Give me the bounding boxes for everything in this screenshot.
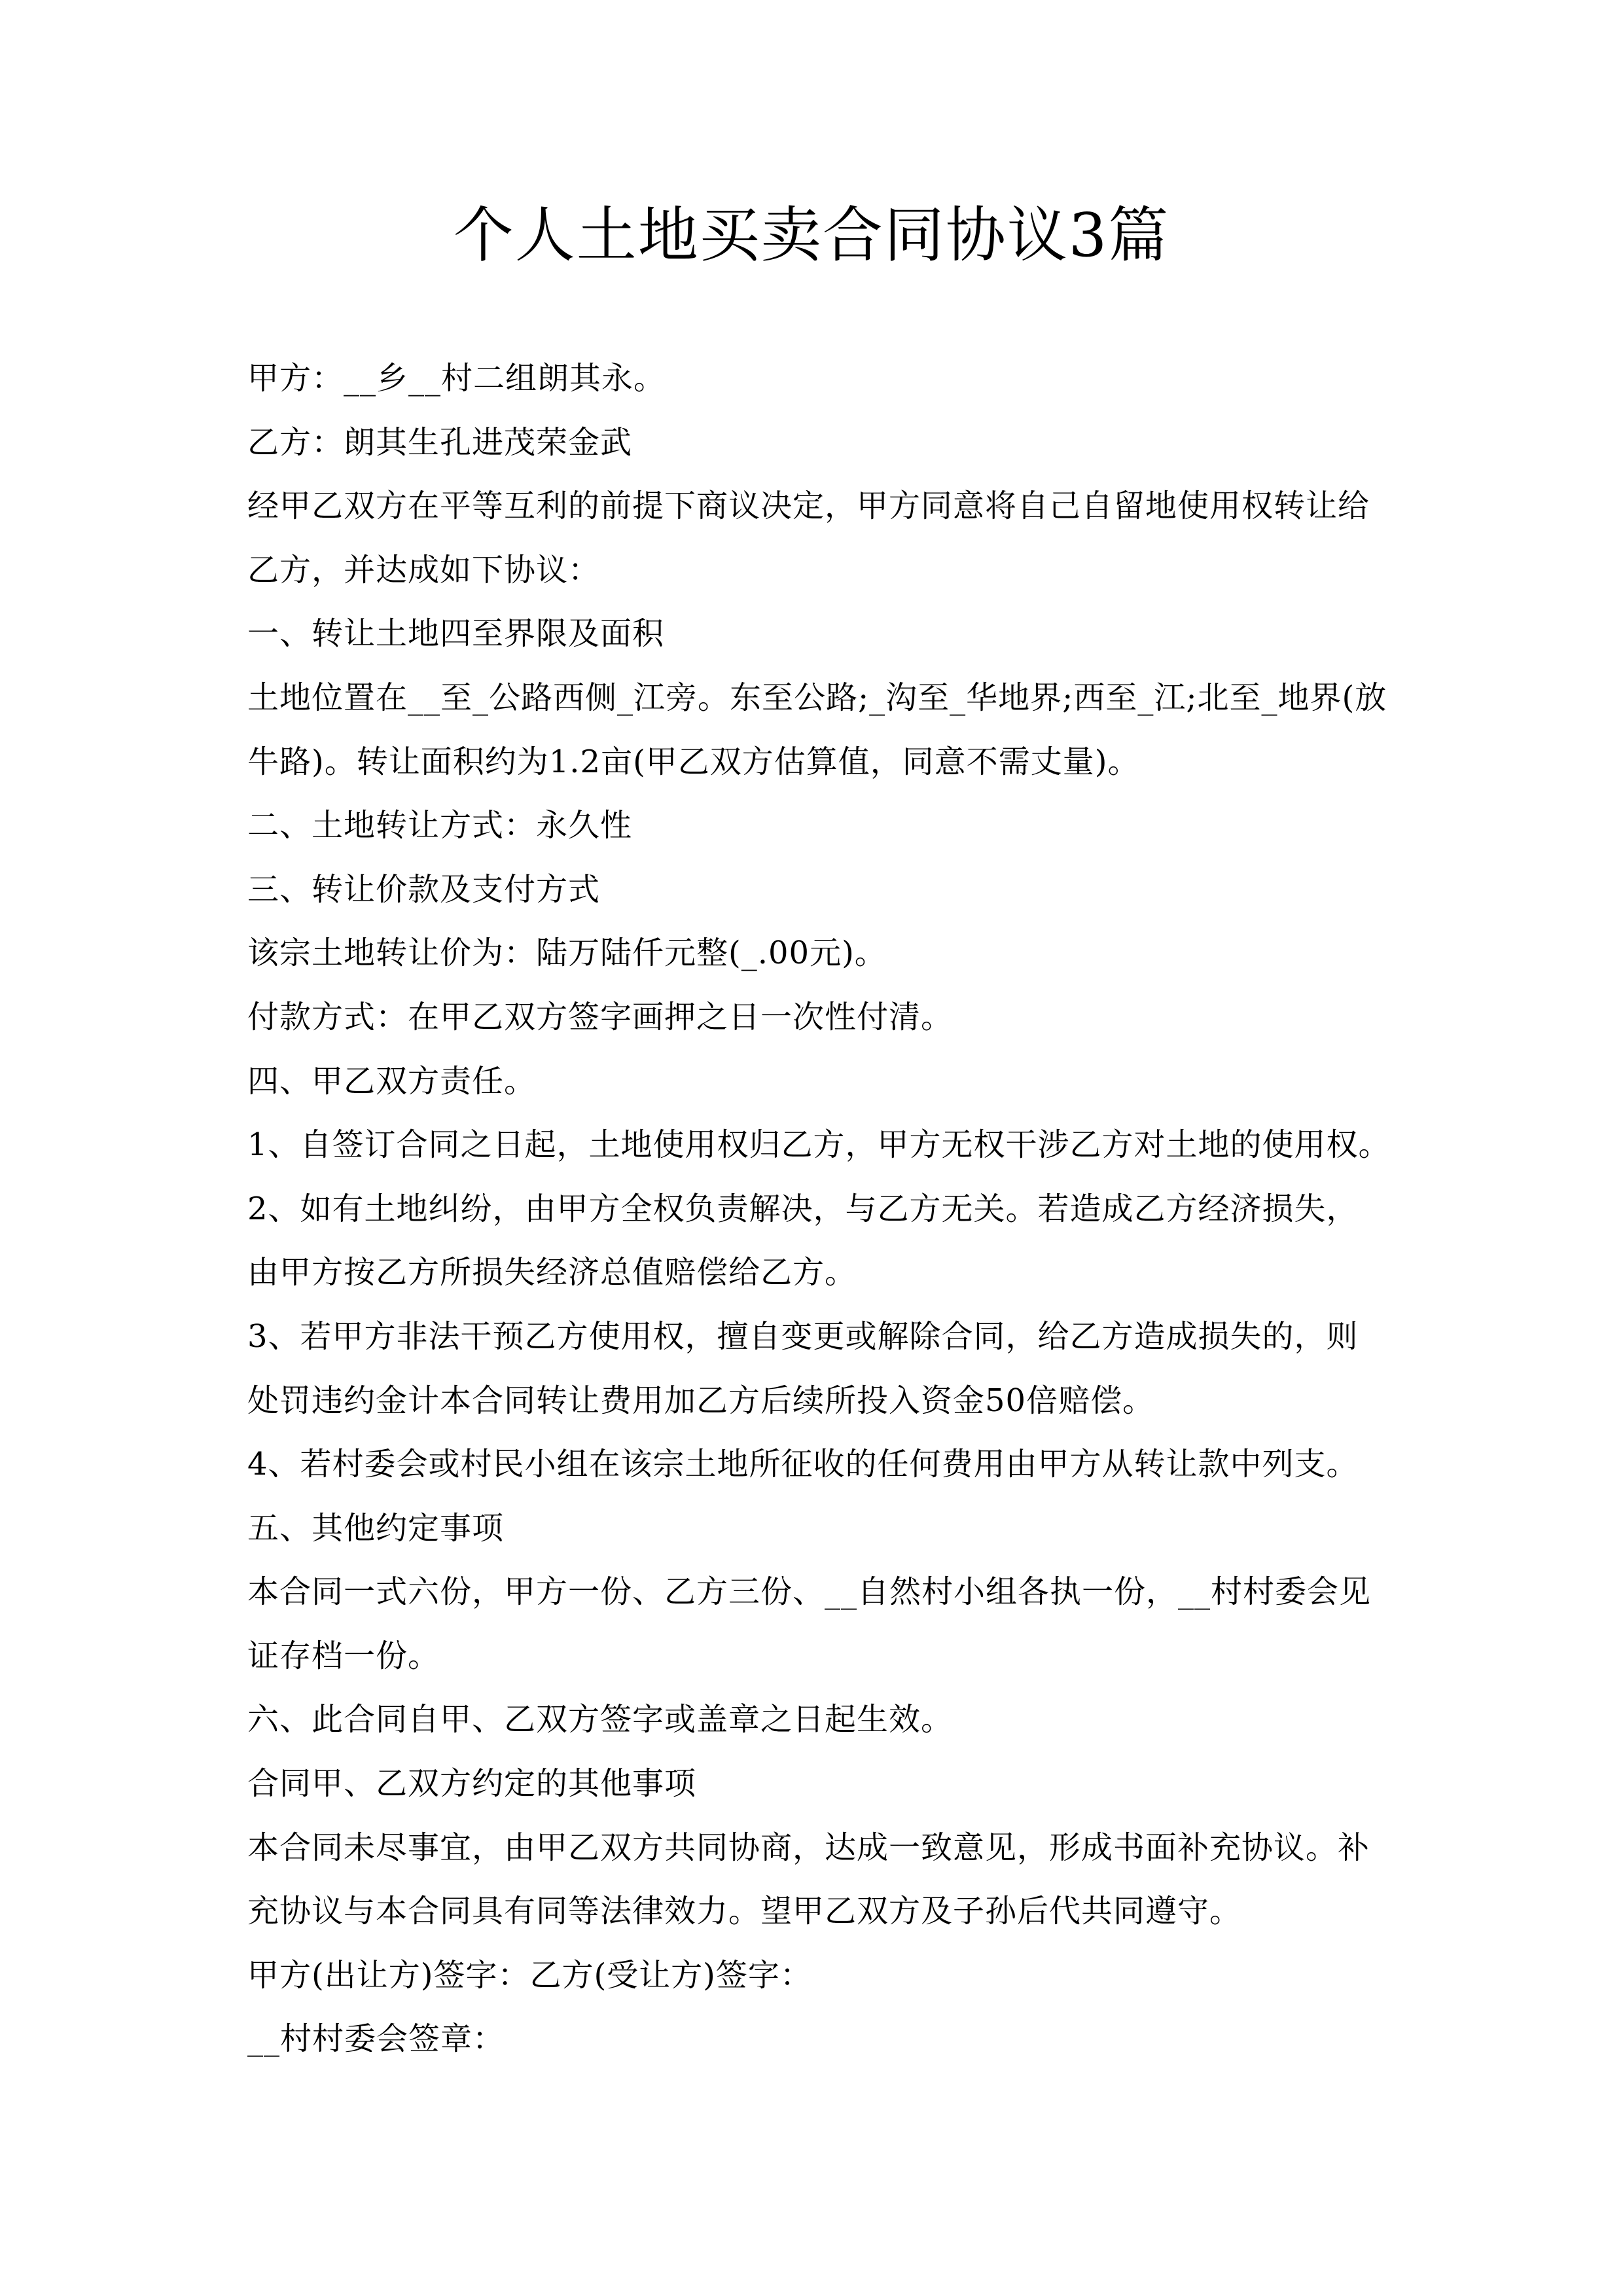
- clause-line: 4、若村委会或村民小组在该宗土地所征收的任何费用由甲方从转让款中列支。: [247, 1446, 1359, 1483]
- section-heading: 合同甲、乙双方约定的其他事项: [247, 1765, 697, 1803]
- paragraph-line: 充协议与本合同具有同等法律效力。望甲乙双方及子孙后代共同遵守。: [247, 1893, 1242, 1930]
- preamble-line: 乙方，并达成如下协议：: [247, 551, 601, 588]
- section-heading: 六、此合同自甲、乙双方签字或盖章之日起生效。: [247, 1701, 954, 1738]
- document-title: 个人土地买卖合同协议3篇: [453, 200, 1170, 270]
- paragraph-line: 牛路)。转让面积约为1.2亩(甲乙双方估算值，同意不需丈量)。: [247, 743, 1140, 780]
- paragraph-line: 本合同未尽事宜，由甲乙双方共同协商，达成一致意见，形成书面补充协议。补: [247, 1829, 1370, 1866]
- signature-line: 甲方(出让方)签字：乙方(受让方)签字：: [247, 1956, 812, 1994]
- clause-line: 2、如有土地纠纷，由甲方全权负责解决，与乙方无关。若造成乙方经济损失，: [247, 1190, 1359, 1227]
- party-b-line: 乙方：朗其生孔进茂荣金武: [247, 423, 633, 461]
- clause-line: 由甲方按乙方所损失经济总值赔偿给乙方。: [247, 1254, 857, 1291]
- seal-line: __村村委会签章：: [247, 2020, 505, 2058]
- paragraph-line: 本合同一式六份，甲方一份、乙方三份、__自然村小组各执一份，__村村委会见: [247, 1573, 1372, 1611]
- paragraph-line: 证存档一份。: [247, 1637, 440, 1674]
- clause-line: 1、自签订合同之日起，土地使用权归乙方，甲方无权干涉乙方对土地的使用权。: [247, 1126, 1391, 1164]
- section-heading: 四、甲乙双方责任。: [247, 1062, 537, 1100]
- paragraph-line: 该宗土地转让价为：陆万陆仟元整(_.00元)。: [247, 935, 887, 972]
- clause-line: 3、若甲方非法干预乙方使用权，擅自变更或解除合同，给乙方造成损失的，则: [247, 1318, 1359, 1355]
- party-a-line: 甲方：__乡__村二组朗其永。: [247, 360, 666, 397]
- section-heading: 三、转让价款及支付方式: [247, 870, 601, 908]
- clause-line: 处罚违约金计本合同转让费用加乙方后续所投入资金50倍赔偿。: [247, 1382, 1155, 1419]
- document-body: [247, 353, 1412, 2078]
- preamble-line: 经甲乙双方在平等互利的前提下商议决定，甲方同意将自己自留地使用权转让给: [247, 488, 1370, 525]
- section-heading: 二、土地转让方式：永久性: [247, 807, 633, 844]
- paragraph-line: 付款方式：在甲乙双方签字画押之日一次性付清。: [247, 998, 954, 1035]
- section-heading: 五、其他约定事项: [247, 1509, 505, 1547]
- section-heading: 一、转让土地四至界限及面积: [247, 615, 665, 653]
- paragraph-line: 土地位置在__至_公路西侧_江旁。东至公路;_沟至_华地界;西至_江;北至_地界(放: [247, 679, 1387, 716]
